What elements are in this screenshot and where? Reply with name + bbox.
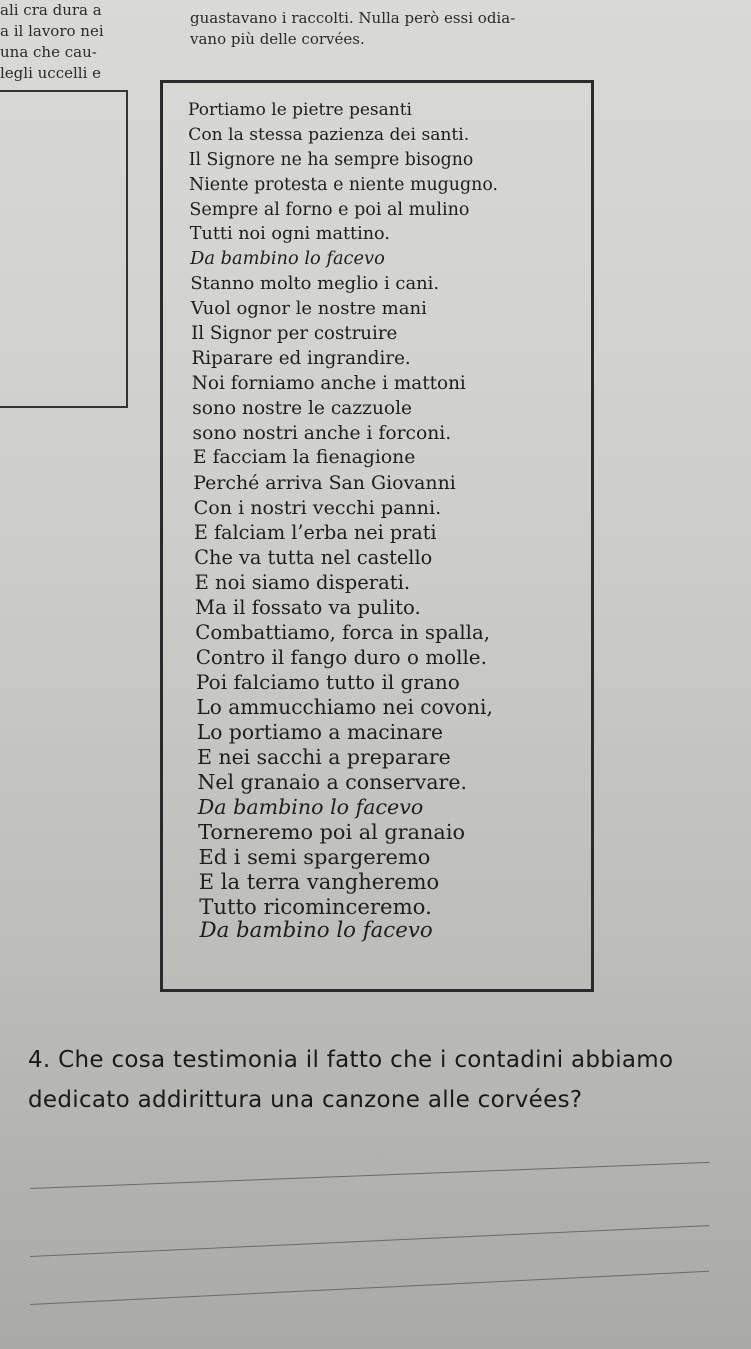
poem-line: Noi forniamo anche i mattoni: [191, 372, 466, 394]
text-line: una che cau-: [0, 43, 97, 61]
answer-line[interactable]: [30, 1271, 709, 1305]
poem-line: Tutti noi ogni mattino.: [189, 224, 390, 245]
poem-line: sono nostri anche i forconi.: [192, 422, 452, 444]
question-text: 4. Che cosa testimonia il fatto che i contadini abbiamo dedicato addirittura una canzone alle corvées?: [28, 1047, 674, 1113]
text-line: a il lavoro nei: [0, 22, 104, 40]
poem-line: sono nostre le cazzuole: [192, 397, 413, 419]
poem-line: Da bambino lo facevo: [197, 794, 424, 819]
poem-line: E facciam la fienagione: [192, 447, 416, 469]
poem-line: Con la stessa pazienza dei santi.: [188, 124, 470, 145]
poem-line: Portiamo le pietre pesanti: [188, 100, 412, 120]
poem-line: Niente protesta e niente mugugno.: [189, 174, 499, 195]
poem-line: Lo portiamo a macinare: [196, 720, 443, 745]
poem-line: Perché arriva San Giovanni: [193, 472, 456, 495]
poem-line: E nei sacchi a preparare: [197, 745, 451, 770]
poem-line: Con i nostri vecchi panni.: [193, 496, 442, 520]
text-line: vano più delle corvées.: [190, 30, 365, 48]
poem-line: Riparare ed ingrandire.: [191, 347, 411, 369]
poem-line: Contro il fango duro o molle.: [195, 645, 487, 669]
poem-line: E falciam l’erba nei prati: [193, 521, 437, 545]
poem-line: Da bambino lo facevo: [199, 918, 433, 944]
poem-line: Poi falciamo tutto il grano: [196, 670, 460, 695]
previous-text-left-column: [0, 0, 150, 84]
poem-line: Tutto ricominceremo.: [199, 893, 432, 919]
text-line: ali cra dura a: [0, 1, 102, 19]
poem-line: Che va tutta nel castello: [194, 546, 433, 570]
text-line: legli uccelli e: [0, 64, 102, 82]
text-line: guastavano i raccolti. Nulla però essi odia-: [190, 9, 516, 27]
poem-line: Combattiamo, forca in spalla,: [195, 620, 490, 644]
poem-line: Il Signor per costruire: [191, 323, 398, 345]
left-frame-box: [0, 90, 128, 408]
poem-line: Lo ammucchiamo nei covoni,: [196, 695, 493, 720]
poem-line: Vuol ognor le nostre mani: [190, 298, 427, 320]
poem-line: E noi siamo disperati.: [194, 570, 411, 594]
poem-line: Torneremo poi al granaio: [198, 819, 465, 844]
poem-line: Ma il fossato va pulito.: [195, 595, 421, 619]
answer-line[interactable]: [30, 1162, 710, 1189]
answer-line[interactable]: [30, 1225, 709, 1257]
previous-text-right-column: [190, 8, 515, 50]
poem-line: Sempre al forno e poi al mulino: [189, 199, 470, 220]
poem-line: Il Signore ne ha sempre bisogno: [188, 149, 474, 170]
poem-line: Da bambino lo facevo: [190, 248, 385, 270]
poem: [188, 98, 498, 944]
poem-line: Stanno molto meglio i cani.: [190, 273, 440, 295]
poem-line: Ed i semi spargeremo: [198, 844, 431, 869]
poem-line: Nel granaio a conservare.: [197, 770, 467, 795]
poem-line: E la terra vangheremo: [198, 869, 440, 894]
